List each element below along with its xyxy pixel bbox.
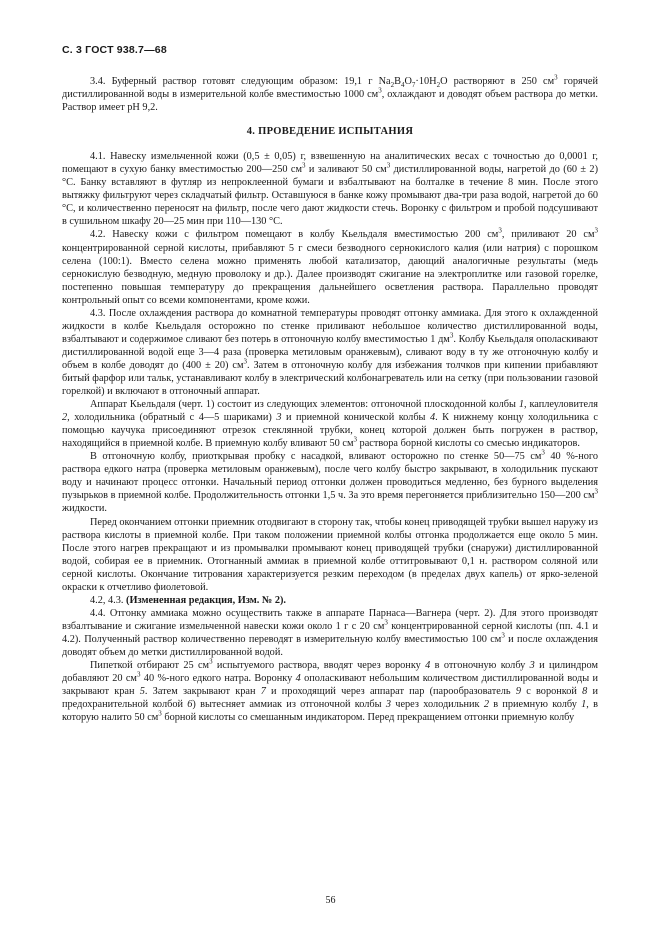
paragraph-titration: Перед окончанием отгонки приемник отодвигают в сторону так, чтобы конец приводящей трубки вышел наружу из раствора кислоты в приемной колбе. При таком положении приемной колбы отгонка продолжается еще около 5 мин. После этого нагрев прекращают и из промывалки промывают конец приводящей трубки (снаружи) дистиллированной водой, собирая ее в приемник. Отогнанный аммиак в приемной колбе оттитровывают 0,1 н. раствором соляной или серной кислоты. Окончание титрования характеризуется резким переходом (в пределах двух капель) от ярко-зеленой окраски к отчетливо фиолетовой.: [62, 516, 598, 593]
document-body: [62, 75, 598, 724]
paragraph-apparatus: Аппарат Кьельдаля (черт. 1) состоит из следующих элементов: отгоночной плоскодонной колбы 1, каплеуловителя 2, холодильника (обратный с 4—5 шариками) 3 и приемной конической колбы 4. К нижнему концу холодильника с помощью каучука присоединяют отрезок стеклянной трубки, конец которой должен быть погружен в раствор, находящийся в приемной колбе. В приемную колбу вливают 50 $см^3$ раствора борной кислоты со смесью индикаторов.: [62, 399, 599, 450]
paragraph-4-3: 4.3. После охлаждения раствора до комнатной температуры проводят отгонку аммиака. Для этого к охлажденной жидкости в колбе Кьельдаля осторожно по стенке приливают небольшое количество дистиллированной воды, взбалтывают и содержимое сливают без потерь в отгоночную колбу вместимостью 1 $дм^3$. Колбу Кьельдаля ополаскивают дистиллированной водой еще 3—4 раза (проверка метиловым оранжевым), сливают воду в ту же отгоночную колбу и объем в колбе доводят до (400 ± 20) $см^3$. Затем в отгоночную колбу для избежания толчков при кипении прибавляют битый фарфор или тальк, устанавливают колбу в электрический колбонагреватель или на сетку (при пользовании газовой горелкой) и включают в отгоночный аппарат.: [62, 307, 598, 398]
page-header: С. 3 ГОСТ 938.7—68: [62, 44, 167, 56]
paragraph-4-1: 4.1. Навеску измельченной кожи (0,5 ± 0,05) г, взвешенную на аналитических весах с точностью до 0,0001 г, помещают в сухую банку вместимостью 200—250 $см^3$ и заливают 50 $см^3$ дистиллированной воды, нагретой до (60 ± 2) °С. Банку вставляют в футляр из непроклеенной бумаги и взбалтывают на болталке в течение 8 мин. После этого вытяжку фильтруют через складчатый фильтр. Оставшуюся в банке кожу промывают два-три раза водой, нагретой до 60 °С, и количественно переносят на фильтр, после чего дают жидкости стечь. Воронку с фильтром и пробой подсушивают в сушильном шкафу 20—25 мин при 110—130 °С.: [62, 151, 599, 228]
paragraph-3-4: 3.4. Буферный раствор готовят следующим образом: 19,1 г $Na_2B_4O_7\cdot 10H_2O$ растворяют в 250 $см^3$ горячей дистиллированной воды в измерительной колбе вместимостью 1000 $см^3$, охлаждают и доводят объем раствора до метки. Раствор имеет рН 9,2.: [62, 73, 599, 114]
paragraph-4-4: 4.4. Отгонку аммиака можно осуществить также в аппарате Парнаса—Вагнера (черт. 2). Для этого производят взбалтывание и сжигание измельченной навески кожи около 1 г с 20 $см^3$ концентрированной серной кислоты (пп. 4.1 и 4.2). Полученный раствор количественно переводят в измерительную колбу вместимостью 100 $см^3$ и после охлаждения доводят объем до метки дистиллированной водой.: [62, 607, 599, 658]
paragraph-pipette: Пипеткой отбирают 25 $см^3$ испытуемого раствора, вводят через воронку 4 в отгоночную колбу 3 и цилиндром добавляют 20 $см^3$ 40 %-ного едкого натра. Воронку 4 ополаскивают небольшим количеством дистиллированной воды и закрывают кран 5. Затем закрывают кран 7 и проходящий через аппарат пар (парообразователь 9 с воронкой 8 и предохранительной колбой 6) вытесняет аммиак из отгоночной колбы 3 через холодильник 2 в приемную колбу 1, в которую налито 50 $см^3$ борной кислоты со смешанным индикатором. Перед прекращением отгонки приемную колбу: [62, 657, 599, 724]
paragraph-4-2: 4.2. Навеску кожи с фильтром помещают в колбу Кьельдаля вместимостью 200 $см^3$, приливают 20 $см^3$ концентрированной серной кислоты, прибавляют 5 г смеси безводного сернокислого калия (или натрия) с порошком селена (100:1). Вместо селена можно применять любой катализатор, дающий аналогичные результаты (медь сернокислую безводную, медную проволоку и др.). Далее производят сжигание на электроплитке или газовой горелке, постепенно повышая температуру до прекращения дальнейшего осветления раствора. Параллельно проводят контрольный опыт со всеми компонентами, кроме кожи.: [62, 227, 598, 306]
page-number: 56: [325, 895, 336, 906]
paragraph-distillation: В отгоночную колбу, приоткрывая пробку с насадкой, вливают осторожно по стенке 50—75 $см^3$ 40 %-ного раствора едкого натра (проверка метиловым оранжевым), после чего колбу быстро закрывают, в холодильник пускают воду и начинают процесс отгонки. Начальный период отгонки должен проводиться медленно, без бурного выделения пузырьков в приемной колбе. Продолжительность отгонки 1,5 ч. За это время перегоняется приблизительно 150—200 $см^3$ жидкости.: [62, 448, 598, 515]
edition-note: 4.2, 4.3. (Измененная редакция, Изм. № 2).: [90, 594, 286, 606]
section-title: 4. ПРОВЕДЕНИЕ ИСПЫТАНИЯ: [246, 126, 414, 138]
